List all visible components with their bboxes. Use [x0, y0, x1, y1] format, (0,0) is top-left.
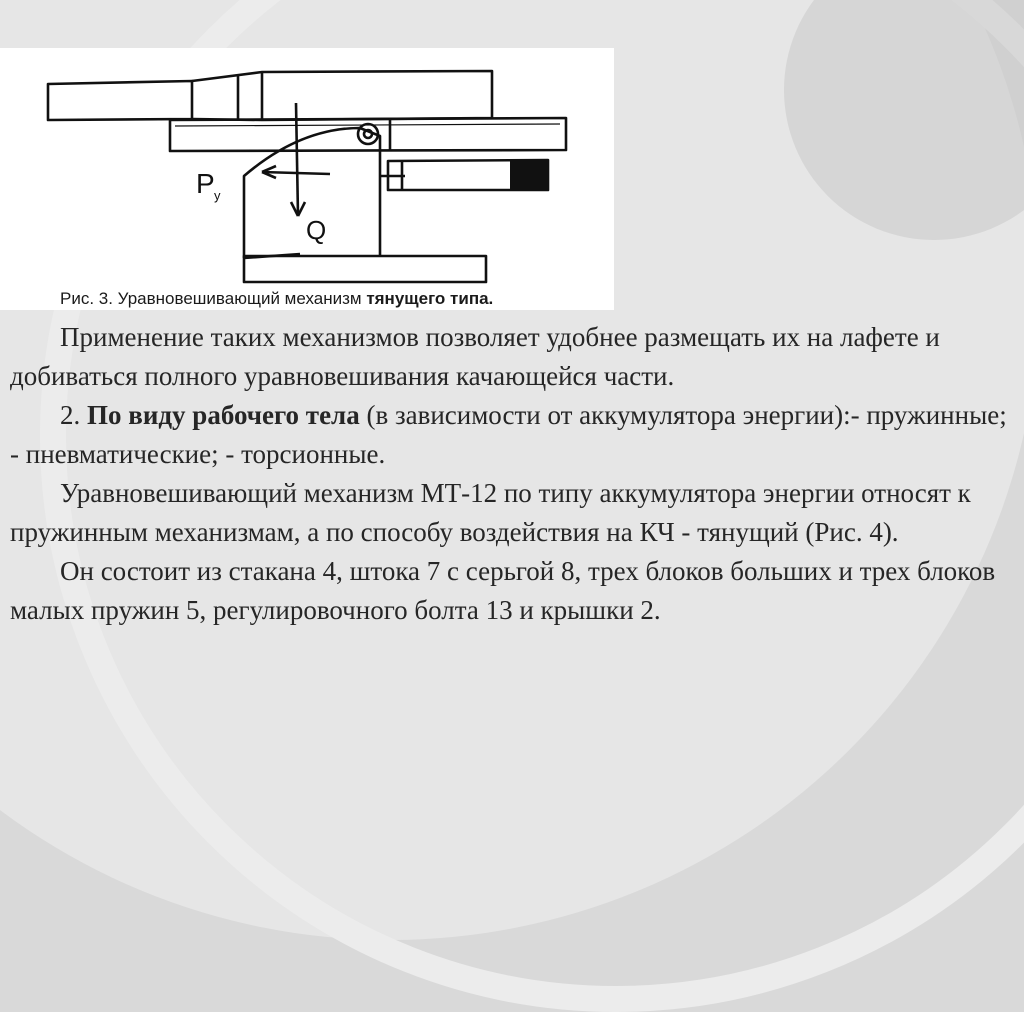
paragraph-4: Он состоит из стакана 4, штока 7 с серьгой 8, трех блоков больших и трех блоков малых пружин 5, регулировочного болта 13 и крышки 2.	[10, 556, 996, 625]
paragraph-2	[10, 396, 1014, 474]
paragraph-2-bold: По виду рабочего тела	[87, 400, 360, 430]
force-q-label: Q	[306, 215, 327, 245]
paragraph-2-number: 2.	[60, 400, 87, 430]
figure-caption	[0, 289, 614, 311]
base-plate	[244, 256, 486, 282]
barrel-front	[48, 81, 192, 120]
caption-prefix: Рис. 3. Уравновешивающий механизм	[60, 289, 367, 308]
force-p-subscript: у	[214, 188, 221, 203]
paragraph-3: Уравновешивающий механизм МТ-12 по типу аккумулятора энергии относят к пружинным механизмам, а по способу воздействия на КЧ - тянущий (Рис. 4).	[10, 478, 971, 547]
force-p-label: P	[196, 168, 215, 199]
paragraph-1: Применение таких механизмов позволяет удобнее размещать их на лафете и добиваться полного уравновешивания качающейся части.	[10, 322, 940, 391]
caption-bold: тянущего типа.	[366, 289, 494, 308]
paragraph-2-rest: (в зависимости от аккумулятора энергии):- пружинные; - пневматические; - торсионные.	[10, 400, 1007, 469]
mechanism-figure	[0, 48, 614, 310]
body-text	[10, 318, 1014, 630]
mechanism-drawing	[0, 48, 614, 310]
